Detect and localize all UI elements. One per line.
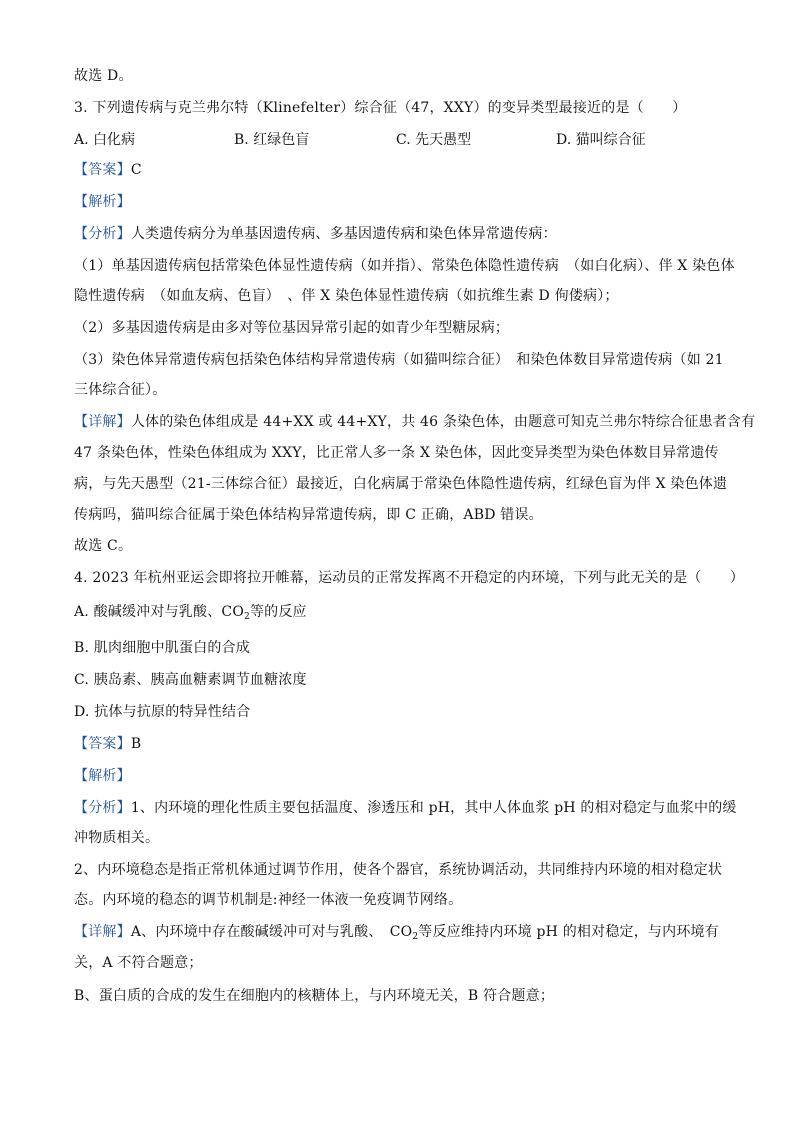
q4-point2-line1: 2、内环境稳态是指正常机体通过调节作用，使各个器官，系统协调活动，共同维持内环境的相对稳定状 bbox=[74, 862, 723, 878]
q4-detail-line1 bbox=[74, 922, 719, 942]
q4-stem: 4. 2023 年杭州亚运会即将拉开帷幕，运动员的正常发挥离不开稳定的内环境，下列与此无关的是（ ） bbox=[74, 570, 745, 586]
xiangjie-tag: 【详解】 bbox=[74, 414, 131, 430]
q3-detail-line1 bbox=[74, 412, 755, 432]
answer-value: C bbox=[130, 162, 142, 178]
answer-value: B bbox=[130, 736, 142, 752]
co2-subscript: 2 bbox=[412, 932, 419, 942]
q3-fenxi-line bbox=[74, 224, 557, 244]
fenxi-tag: 【分析】 bbox=[74, 226, 131, 242]
q3-point3-line2: 三体综合征）。 bbox=[74, 382, 167, 398]
q4-option-b: B. 肌肉细胞中肌蛋白的合成 bbox=[74, 640, 250, 656]
q3-point2: （2）多基因遗传病是由多对等位基因异常引起的如青少年型糖尿病； bbox=[74, 320, 510, 336]
q4-option-d: D. 抗体与抗原的特异性结合 bbox=[74, 704, 251, 720]
q3-answer-line bbox=[74, 160, 142, 180]
analysis-tag: 【解析】 bbox=[74, 768, 131, 784]
q3-detail-line4: 传病吗，猫叫综合征属于染色体结构异常遗传病，即 C 正确，ABD 错误。 bbox=[74, 507, 543, 523]
q4-option-c: C. 胰岛素、胰高血糖素调节血糖浓度 bbox=[74, 672, 307, 688]
q4-option-a bbox=[74, 602, 307, 622]
detail-text-suffix: 等反应维持内环境 pH 的相对稳定，与内环境有 bbox=[418, 924, 719, 940]
q4-fenxi-line1 bbox=[74, 798, 737, 818]
q3-option-d: D. 猫叫综合征 bbox=[556, 132, 646, 148]
q3-conclusion: 故选 C。 bbox=[74, 538, 133, 554]
q4-detail-line2: 关，A 不符合题意； bbox=[74, 955, 203, 971]
co2-subscript: 2 bbox=[244, 612, 250, 622]
q3-detail-line3: 病，与先天愚型（21-三体综合征）最接近，白化病属于常染色体隐性遗传病，红绿色盲为伴 X 染色体遗 bbox=[74, 476, 728, 492]
q4-analysis-heading bbox=[74, 766, 131, 786]
q3-option-a: A. 白化病 bbox=[74, 132, 136, 148]
option-a-suffix: 等的反应 bbox=[249, 604, 307, 620]
fenxi-tag: 【分析】 bbox=[74, 800, 131, 816]
q3-option-b: B. 红绿色盲 bbox=[234, 132, 310, 148]
detail-text: 人体的染色体组成是 44+XX 或 44+XY，共 46 条染色体，由题意可知克兰弗尔特综合征患者含有 bbox=[130, 414, 756, 430]
answer-tag: 【答案】 bbox=[74, 162, 131, 178]
xiangjie-tag: 【详解】 bbox=[74, 924, 131, 940]
q3-stem: 3. 下列遗传病与克兰弗尔特（Klinefelter）综合征（47，XXY）的变异类型最接近的是（ ） bbox=[74, 100, 687, 116]
q3-point1-line1: （1）单基因遗传病包括常染色体显性遗传病（如并指）、常染色体隐性遗传病 （如白化病）、伴 X 染色体 bbox=[74, 258, 735, 274]
q4-point2-line2: 态。内环境的稳态的调节机制是:神经一体液一免疫调节网络。 bbox=[74, 892, 463, 908]
option-a-text: A. 酸碱缓冲对与乳酸、 bbox=[74, 604, 222, 620]
q3-point1-line2: 隐性遗传病 （如血友病、色盲） 、伴 X 染色体显性遗传病（如抗维生素 D 佝偻病）； bbox=[74, 288, 619, 304]
q4-answer-line bbox=[74, 734, 141, 754]
analysis-tag: 【解析】 bbox=[74, 194, 131, 210]
fenxi-text: 人类遗传病分为单基因遗传病、多基因遗传病和染色体异常遗传病： bbox=[130, 226, 557, 242]
fenxi-text: 1、内环境的理化性质主要包括温度、渗透压和 pH，其中人体血浆 pH 的相对稳定与血浆中的缓 bbox=[130, 800, 737, 816]
q4-fenxi-line2: 冲物质相关。 bbox=[74, 830, 160, 846]
q4-detail-line3: B、蛋白质的合成的发生在细胞内的核糖体上，与内环境无关，B 符合题意； bbox=[74, 988, 555, 1004]
q3-analysis-heading bbox=[74, 192, 131, 212]
q3-option-c: C. 先天愚型 bbox=[396, 132, 472, 148]
answer-tag: 【答案】 bbox=[74, 736, 131, 752]
q3-point3-line1: （3）染色体异常遗传病包括染色体结构异常遗传病（如猫叫综合征） 和染色体数目异常遗传病（如 21 bbox=[74, 352, 724, 368]
detail-text: A、内环境中存在酸碱缓冲可对与乳酸、 CO bbox=[130, 924, 413, 940]
q2-conclusion: 故选 D。 bbox=[74, 68, 133, 84]
co2-formula: CO bbox=[221, 604, 245, 620]
q3-detail-line2: 47 条染色体，性染色体组成为 XXY，比正常人多一条 X 染色体，因此变异类型为染色体数目异常遗传 bbox=[74, 445, 719, 461]
